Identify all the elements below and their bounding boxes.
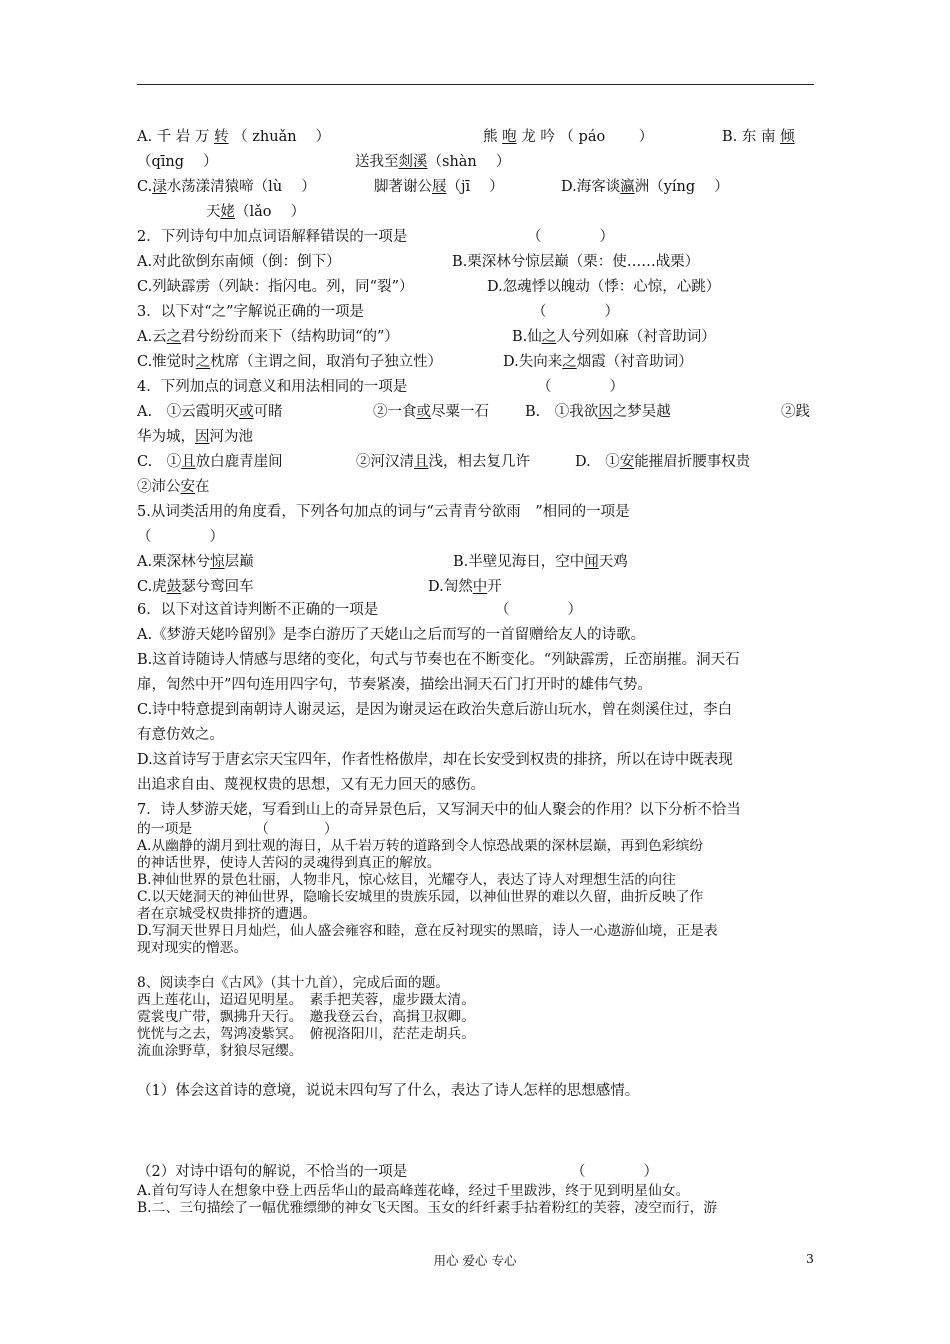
q4-option-d: D. ①安能摧眉折腰事权贵 — [575, 454, 751, 470]
q1-option-c2: 脚著谢公屐（jī ） — [374, 179, 504, 195]
q4-option-a: A. ①云霞明灭或可睹 — [137, 404, 283, 420]
q8-sub2-answer-paren: （ ） — [571, 1164, 658, 1180]
q6-option-c-line2: 有意仿效之。 — [137, 727, 224, 743]
poem-line: 流血涂野草，豺狼尽冠缨。 — [137, 1043, 303, 1059]
q6-option-c-line1: C.诗中特意提到南朝诗人谢灵运，是因为谢灵运在政治失意后游山玩水，曾在剡溪住过，李白 — [137, 702, 733, 718]
q6-option-b-line2: 扉，訇然中开”四句连用四字句，节奏紧凑，描绘出洞天石门打开时的雄伟气势。 — [137, 677, 652, 693]
q1-option-b: B. 东 南 倾 — [722, 129, 795, 145]
footer-slogan: 用心 爱心 专心 — [433, 1253, 517, 1268]
q4-option-b: B. ①我欲因之梦吴越 — [525, 404, 671, 420]
q5-option-d: D.訇然中开 — [428, 579, 502, 595]
q1-option-b2: 送我至剡溪（shàn ） — [355, 154, 511, 170]
poem-line: 西上莲花山，迢迢见明星。 素手把芙蓉，虚步蹑太清。 — [137, 992, 476, 1008]
q7-option-a-line1: A.从幽静的湖月到壮观的海日，从千岩万转的道路到令人惊恐战栗的深林层巅，再到色彩缤纷 — [137, 838, 704, 854]
q2-option-d: D.忽魂悸以魄动（悸：心惊，心跳） — [487, 279, 721, 295]
q5-option-a: A.栗深林兮惊层巅 — [137, 554, 254, 570]
q5-option-b: B.半壁见海日，空中闻天鸡 — [453, 554, 628, 570]
q1-option-a: A. 千 岩 万 转 （ zhuǎn ） — [137, 129, 331, 145]
q8-sub2-option-b: B.二、三句描绘了一幅优雅缥缈的神女飞天图。玉女的纤纤素手拈着粉红的芙蓉，凌空而行，游 — [137, 1200, 718, 1216]
q2-answer-paren: （ ） — [527, 229, 614, 245]
poem-line: 恍恍与之去，驾鸿凌紫冥。 俯视洛阳川，茫茫走胡兵。 — [137, 1026, 476, 1042]
q3-option-b: B.仙之人兮列如麻（衬音助词） — [512, 329, 716, 345]
q4-answer-paren: （ ） — [537, 379, 624, 395]
q2-option-c: C.列缺霹雳（列缺：指闪电。列，同“裂”） — [137, 279, 414, 295]
q3-option-a: A.云之君兮纷纷而来下（结构助词“的”） — [137, 329, 399, 345]
q7-option-d-line1: D.写洞天世界日月灿烂，仙人盛会雍容和睦，意在反衬现实的黑暗，诗人一心遨游仙境，正是表 — [137, 923, 718, 939]
q4-stem: 4．下列加点的词意义和用法相同的一项是 — [137, 379, 408, 395]
q5-stem: 5.从词类活用的角度看，下列各句加点的词与“云青青兮欲雨 ”相同的一项是 — [137, 504, 630, 520]
q1-option-d: D.海客谈瀛洲（yíng ） — [561, 179, 729, 195]
q6-option-a: A.《梦游天姥吟留别》是李白游历了天姥山之后而写的一首留赠给友人的诗歌。 — [137, 627, 646, 643]
q4-option-a2: ②一食或尽粟一石 — [373, 404, 489, 420]
q3-option-d: D.失向来之烟霞（衬音助词） — [503, 354, 693, 370]
q6-option-d-line1: D.这首诗写于唐玄宗天宝四年，作者性格傲岸，却在长安受到权贵的排挤，所以在诗中既表现 — [137, 752, 733, 768]
q1-option-d2: 天姥（lǎo ） — [206, 204, 306, 220]
q4-option-c: C. ①且放白鹿青崖间 — [137, 454, 283, 470]
q4-option-b2-head: ②践 — [781, 404, 810, 420]
q8-sub2-stem: （2）对诗中语句的解说，不恰当的一项是 — [137, 1164, 408, 1180]
q7-answer-paren: （ ） — [255, 821, 338, 837]
header-rule — [137, 84, 814, 85]
q4-option-d2: ②沛公安在 — [137, 479, 210, 495]
q7-stem-line1: 7．诗人梦游天姥，写看到山上的奇异景色后，又写洞天中的仙人聚会的作用？以下分析不恰当 — [137, 802, 741, 818]
q7-option-d-line2: 现对现实的憎恶。 — [137, 940, 248, 956]
q6-option-d-line2: 出追求自由、蔑视权贵的思想，又有无力回天的感伤。 — [137, 777, 485, 793]
q7-option-b: B.神仙世界的景色壮丽，人物非凡，惊心炫目，光耀夺人，表达了诗人对理想生活的向往 — [137, 872, 676, 888]
q8-sub1: （1）体会这首诗的意境，说说末四句写了什么，表达了诗人怎样的思想感情。 — [137, 1083, 640, 1099]
q4-option-c2: ②河汉清且浅，相去复几许 — [356, 454, 530, 470]
q2-stem: 2．下列诗句中加点词语解释错误的一项是 — [137, 229, 408, 245]
poem-line: 霓裳曳广带，飘拂升天行。 邀我登云台，高揖卫叔卿。 — [137, 1009, 476, 1025]
q5-option-c: C.虎鼓瑟兮鸾回车 — [137, 579, 254, 595]
q7-option-c-line2: 者在京城受权贵排挤的遭遇。 — [137, 906, 317, 922]
q6-answer-paren: （ ） — [495, 602, 582, 618]
q7-option-c-line1: C.以天姥洞天的神仙世界，隐喻长安城里的贵族乐园，以神仙世界的难以久留，曲折反映了作 — [137, 889, 704, 905]
q3-option-c: C.惟觉时之枕席（主谓之间，取消句子独立性） — [137, 354, 443, 370]
q7-option-a-line2: 的神话世界，使诗人苦闷的灵魂得到真正的解放。 — [137, 855, 441, 871]
q3-stem: 3．以下对“之”字解说正确的一项是 — [137, 304, 365, 320]
q6-option-b-line1: B.这首诗随诗人情感与思绪的变化，句式与节奏也在不断变化。“列缺霹雳，丘峦崩摧。洞天石 — [137, 652, 740, 668]
q8-sub2-option-a: A.首句写诗人在想象中登上西岳华山的最高峰莲花峰，经过千里跋涉，终于见到明星仙女。 — [137, 1183, 690, 1199]
q8-stem: 8、阅读李白《古风》（其十九首），完成后面的题。 — [137, 975, 450, 991]
q1-option-b-pinyin: （qīng ） — [137, 154, 218, 170]
q1-option-a2: 熊 咆 龙 吟 （ páo ） — [483, 129, 654, 145]
q1-option-c: C.渌水荡漾清猿啼（lù ） — [137, 179, 316, 195]
q2-option-a: A.对此欲倒东南倾（倒：倒下） — [137, 254, 341, 270]
q6-stem: 6．以下对这首诗判断不正确的一项是 — [137, 602, 379, 618]
q2-option-b: B.栗深林兮惊层巅（栗：使……战栗） — [452, 254, 700, 270]
q3-answer-paren: （ ） — [532, 304, 619, 320]
q4-option-b2: 华为城，因河为池 — [137, 429, 253, 445]
page-number: 3 — [806, 1251, 814, 1266]
q7-stem-line2: 的一项是 — [137, 821, 193, 837]
q5-answer-paren: （ ） — [137, 529, 224, 545]
